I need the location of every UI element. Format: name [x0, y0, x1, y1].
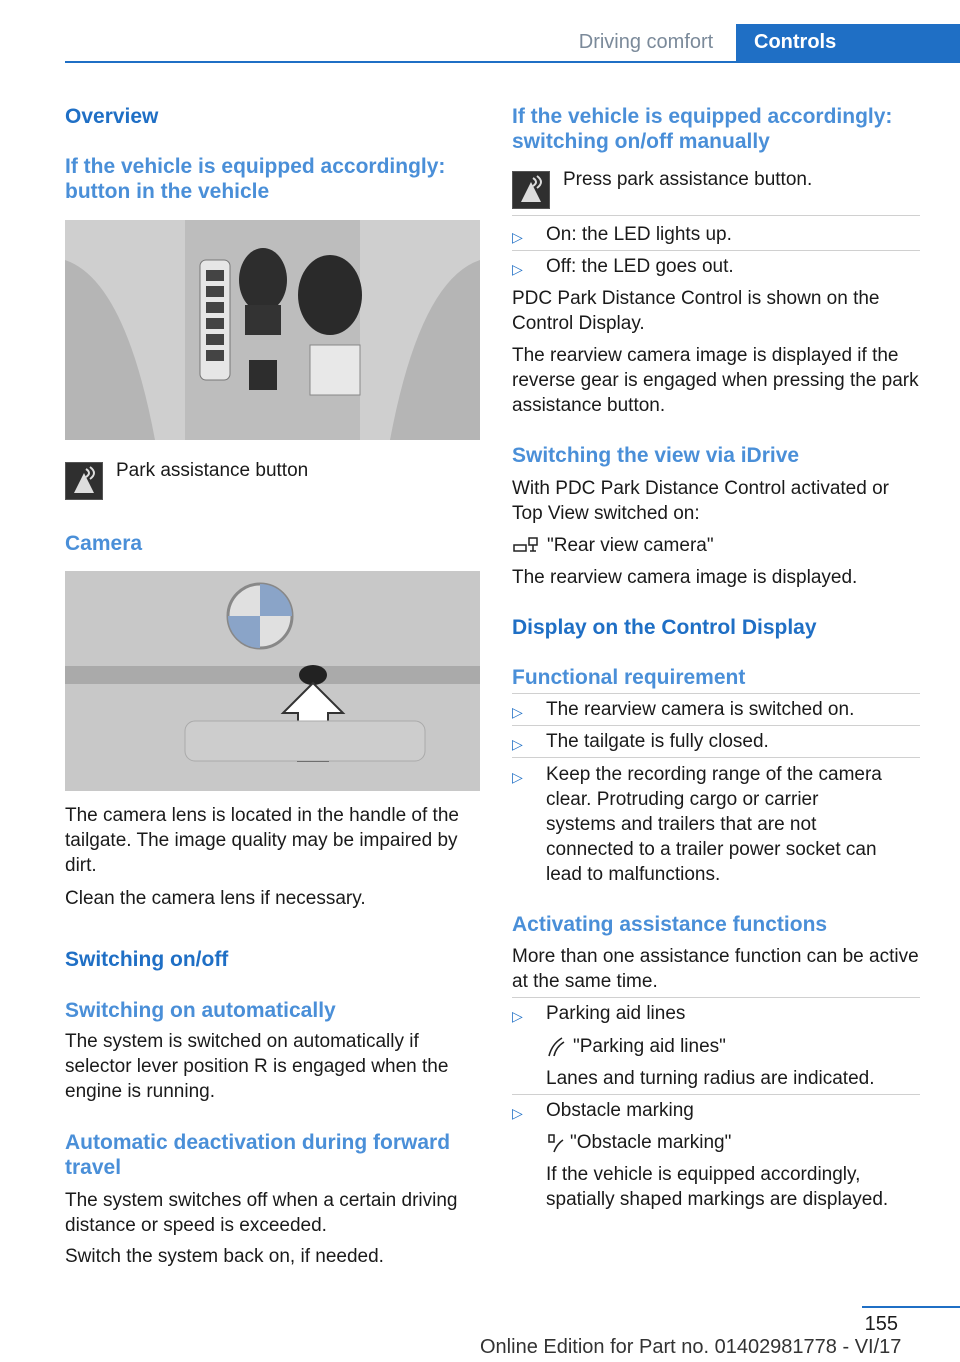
camera-photo [65, 571, 480, 791]
bullet-triangle-icon: ▷ [512, 1008, 523, 1024]
obstacle-marking-icon [546, 1132, 566, 1154]
rear-view-camera-menu: "Rear view camera" [547, 535, 714, 556]
heading-switching-view: Switching the view via iDrive [512, 444, 800, 467]
with-pdc-text: With PDC Park Distance Control activated or Top View switched on: [512, 478, 889, 524]
rearview-displayed-text: The rearview camera image is displayed if the reverse gear is engaged when pressing the park assistance button. [512, 345, 919, 416]
obstacle-menu: "Obstacle marking" [570, 1132, 732, 1153]
list-item: ▷ The rearview camera is switched on. [512, 697, 920, 722]
list-item: ▷ Parking aid lines [512, 1001, 920, 1026]
heading-activating: Activating assistance functions [512, 913, 828, 936]
console-photo [65, 220, 480, 440]
heading-overview: Overview [65, 105, 159, 128]
bullet-triangle-icon: ▷ [512, 736, 523, 752]
heading-switching-auto: Switching on automatically [65, 999, 336, 1022]
bullet-triangle-icon: ▷ [512, 229, 523, 245]
bullet-triangle-icon: ▷ [512, 1105, 523, 1121]
obstacle-desc: If the vehicle is equipped accordingly, spatially shaped markings are displayed. [546, 1164, 889, 1210]
switch-back-text: Switch the system back on, if needed. [65, 1246, 384, 1267]
park-assist-icon [65, 462, 103, 500]
park-assist-caption: Park assistance button [116, 460, 309, 481]
divider [512, 215, 920, 216]
section-title: Driving comfort [578, 31, 714, 53]
footer-rule [862, 1306, 960, 1308]
bullet-triangle-icon: ▷ [512, 769, 523, 785]
divider [512, 997, 920, 998]
rear-view-camera-icon [512, 535, 542, 557]
switching-auto-text: The system is switched on automatically if selector lever position R is engaged when the engine is running. [65, 1031, 449, 1102]
rearview-image-text: The rearview camera image is displayed. [512, 567, 858, 588]
camera-text: The camera lens is located in the handle of the tailgate. The image quality may be impaired by dirt. [65, 805, 459, 876]
chapter-tab: Controls [736, 24, 960, 61]
auto-deact-text: The system switches off when a certain driving distance or speed is exceeded. [65, 1190, 458, 1236]
heading-equipped-button: If the vehicle is equipped accordingly: button in the vehicle [65, 155, 446, 203]
heading-camera: Camera [65, 532, 143, 555]
camera-clean: Clean the camera lens if necessary. [65, 888, 366, 909]
list-item: ▷ Obstacle marking [512, 1098, 920, 1123]
heading-auto-deactivation: Automatic deactivation during forward travel [65, 1131, 451, 1179]
list-item: ▷ Keep the recording range of the camera clear. Protruding cargo or carrier systems and trailers that are not connected to a trailer power socket can lead to malfunctions. [512, 764, 882, 885]
parking-aid-desc: Lanes and turning radius are indicated. [546, 1068, 875, 1089]
divider [512, 693, 920, 694]
list-item: ▷ Off: the LED goes out. [512, 254, 920, 279]
divider [512, 725, 920, 726]
park-assist-icon-small [512, 171, 550, 209]
divider [512, 757, 920, 758]
parking-aid-lines-icon [546, 1036, 566, 1058]
press-button-text: Press park assistance button. [563, 169, 813, 190]
divider [512, 1094, 920, 1095]
page-number: 155 [864, 1313, 898, 1335]
divider [512, 250, 920, 251]
list-item: ▷ On: the LED lights up. [512, 222, 920, 247]
activating-text: More than one assistance function can be active at the same time. [512, 946, 919, 992]
bullet-triangle-icon: ▷ [512, 704, 523, 720]
heading-manual: If the vehicle is equipped accordingly: switching on/off manually [512, 105, 893, 153]
pdc-shown-text: PDC Park Distance Control is shown on the Control Display. [512, 288, 880, 334]
bullet-triangle-icon: ▷ [512, 261, 523, 277]
list-item: ▷ The tailgate is fully closed. [512, 729, 920, 754]
header-rule [65, 61, 960, 63]
heading-switching: Switching on/off [65, 948, 229, 971]
parking-aid-menu: "Parking aid lines" [573, 1036, 726, 1057]
heading-display: Display on the Control Display [512, 616, 817, 639]
edition-line: Online Edition for Part no. 01402981778 - VI/17 [480, 1336, 902, 1358]
heading-functional-requirement: Functional requirement [512, 666, 746, 689]
